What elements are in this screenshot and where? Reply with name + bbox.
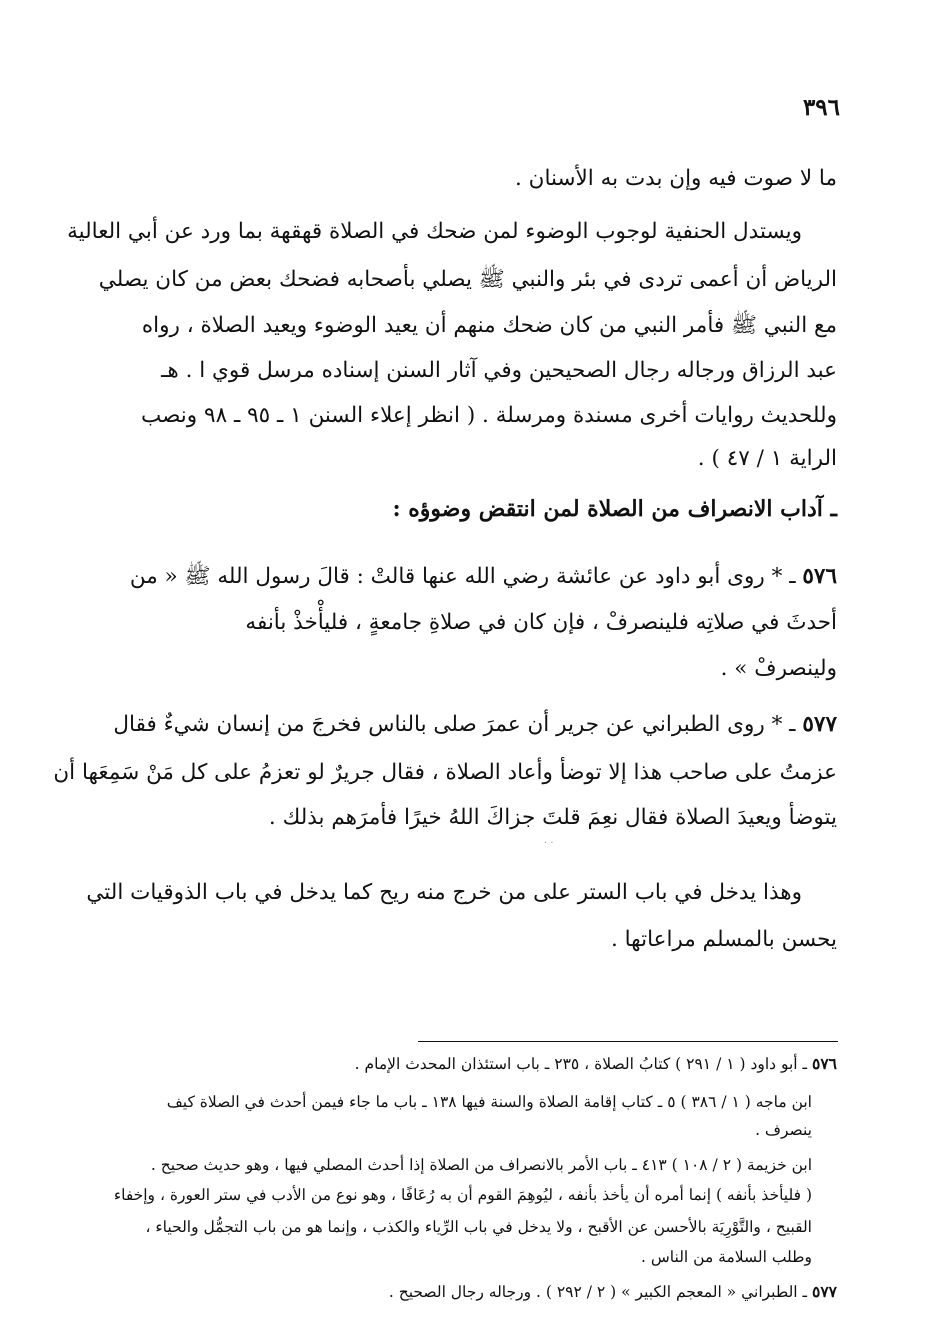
- hanafi-paragraph-line: عبد الرزاق ورجاله رجال الصحيحين وفي آثار السنن إسناده مرسل قوي ا . هـ: [161, 358, 837, 383]
- hanafi-paragraph-line: الراية ١ / ٤٧ ) .: [697, 446, 837, 471]
- hadith-577-line: عزمتُ على صاحب هذا إلا توضأ وأعاد الصلاة ، فقال جريرٌ لو تعزمُ على كل مَنْ سَمِعَها أن: [53, 760, 837, 785]
- closing-paragraph-line: وهذا يدخل في باب الستر على من خرج منه ريح كما يدخل في باب الذوقيات التي: [86, 880, 802, 905]
- footnote-line: ابن ماجه ( ١ / ٣٨٦ ) ٥ ـ كتاب إقامة الصلاة والسنة فيها ١٣٨ ـ باب ما جاء فيمن أحدث في الصلاة كيف: [166, 1093, 812, 1111]
- footnote-line: [389, 1282, 837, 1301]
- hanafi-paragraph-line: مع النبي ﷺ فأمر النبي من كان ضحك منهم أن يعيد الوضوء ويعيد الصلاة ، رواه: [141, 313, 837, 338]
- footnote-text: ـ أبو داود ( ١ / ٢٩١ ) كتابُ الصلاة ، ٢٣٥ ـ باب استئذان المحدث الإمام .: [354, 1055, 808, 1073]
- footnote-number: ٥٧٧: [812, 1282, 837, 1301]
- hadith-number: ٥٧٧: [802, 712, 837, 737]
- footnote-line: [355, 1054, 837, 1073]
- closing-paragraph-line: يحسن بالمسلم مراعاتها .: [610, 927, 837, 952]
- hanafi-paragraph-line: وللحديث روايات أخرى مسندة ومرسلة . ( انظر إعلاء السنن ١ ـ ٩٥ ـ ٩٨ ونصب: [141, 403, 837, 428]
- hanafi-paragraph-line: ويستدل الحنفية لوجوب الوضوء لمن ضحك في الصلاة قهقهة بما ورد عن أبي العالية: [67, 219, 802, 244]
- footnote-line: ينصرف .: [755, 1121, 812, 1139]
- hanafi-paragraph-line: الرياض أن أعمى تردى في بئر والنبي ﷺ يصلي بأصحابه فضحك بعض من كان يصلي: [98, 267, 837, 292]
- footnote-line: ابن خزيمة ( ٢ / ١٠٨ ) ٤١٣ ـ باب الأمر بالانصراف من الصلاة إذا أحدث المصلي فيها ، وهو حديث صحيح .: [150, 1156, 812, 1174]
- footnote-number: ٥٧٦: [812, 1054, 837, 1073]
- hadith-text: ـ * روى أبو داود عن عائشة رضي الله عنها قالتْ : قالَ رسول الله ﷺ « من: [129, 564, 796, 589]
- hadith-number: ٥٧٦: [802, 564, 837, 589]
- footnote-text: ـ الطبراني « المعجم الكبير » ( ٢ / ٢٩٢ ) . ورجاله رجال الصحيح .: [388, 1283, 808, 1301]
- footnote-line: وطلب السلامة من الناس .: [641, 1248, 812, 1266]
- hadith-576-line: [130, 563, 837, 594]
- hadith-576-line: ولينصرفْ » .: [720, 656, 837, 681]
- section-heading: ـ آداب الانصراف من الصلاة لمن انتقض وضوؤه :: [392, 496, 837, 522]
- hadith-577-line: يتوضأ ويعيدَ الصلاة فقال نعِمَ قلتَ جزاكَ اللهُ خيرًا فأمرَهم بذلك .: [268, 805, 837, 830]
- scan-speck: · ·: [544, 838, 554, 849]
- intro-line: ما لا صوت فيه وإن بدت به الأسنان .: [515, 166, 837, 191]
- page-number: ٣٩٦: [802, 94, 840, 121]
- hadith-576-line: أحدثَ في صلاتِه فلينصرفْ ، فإن كان في صلاةِ جامعةٍ ، فليأْخذْ بأنفه: [245, 610, 837, 635]
- hadith-577-line: [113, 712, 837, 737]
- footnote-line: القبيح ، والتَّوْرِيَة بالأحسن عن الأقبح ، ولا يدخل في باب الرِّياء والكذب ، وإنما هو من باب التجمُّل والحياء ،: [145, 1218, 812, 1236]
- hadith-text: ـ * روى الطبراني عن جرير أن عمرَ صلى بالناس فخرجَ من إنسان شيءٌ فقال: [113, 712, 796, 737]
- footnote-separator: [418, 1041, 838, 1042]
- footnote-line: ( فليأخذ بأنفه ) إنما أمره أن يأخذ بأنفه ، ليُوهِمَ القوم أن به رُعَافًا ، وهو نوع من الأدب في ستر العورة ، وإخفاء: [113, 1186, 812, 1204]
